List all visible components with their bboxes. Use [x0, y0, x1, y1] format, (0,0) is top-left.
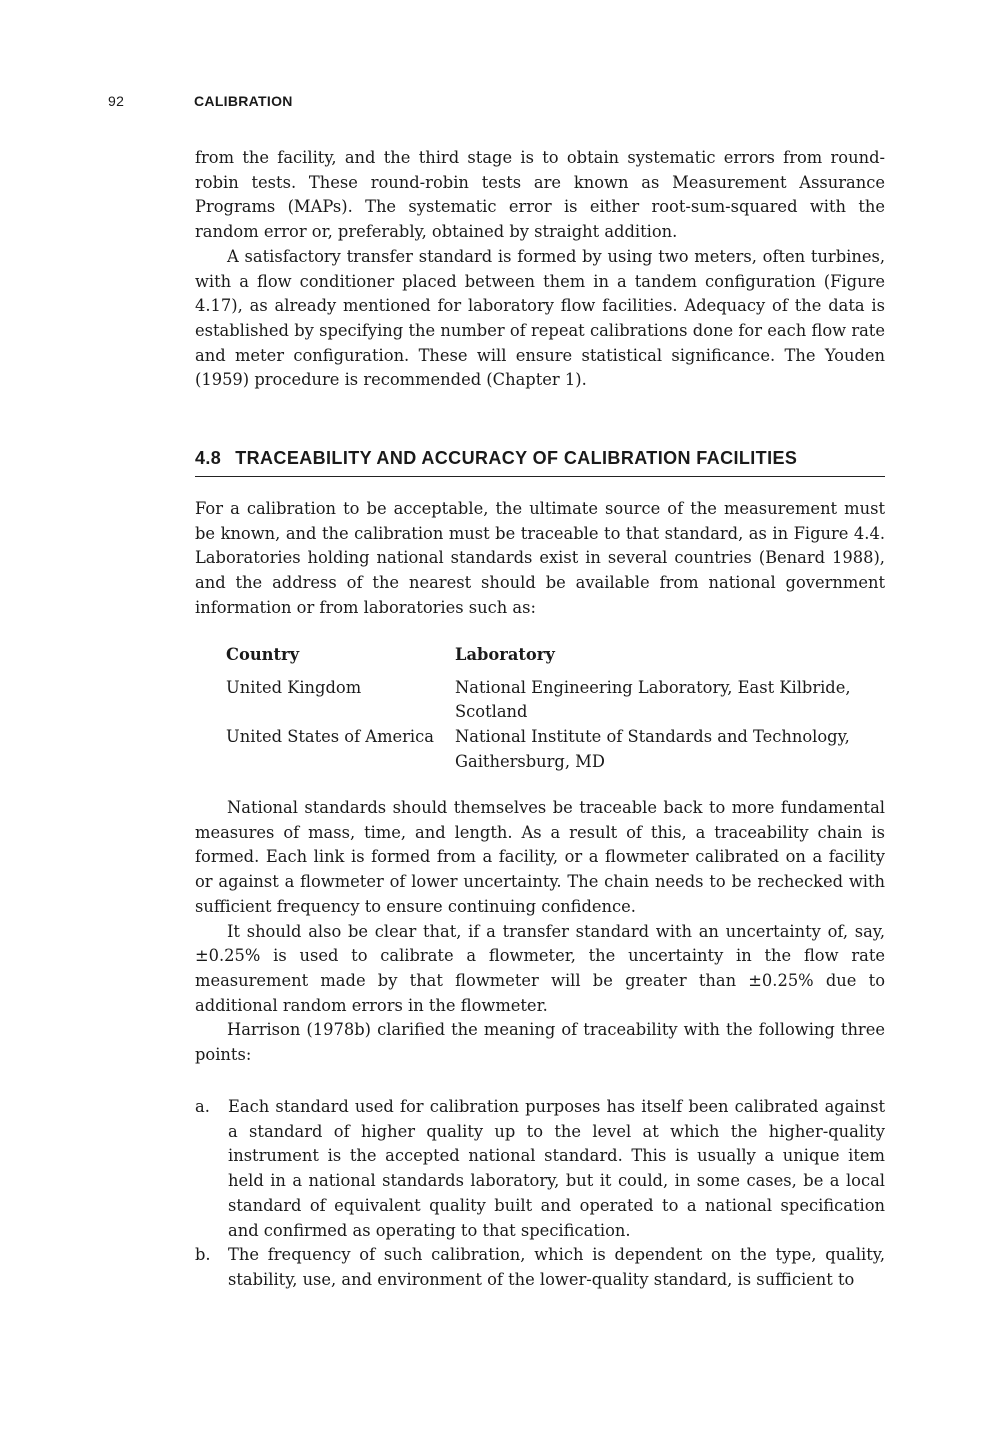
section-number: 4.8: [195, 448, 222, 468]
table-row: [226, 725, 875, 774]
list-item: [195, 1243, 885, 1292]
text-block-traceability: [195, 796, 885, 1068]
text-block-intro: [195, 146, 885, 393]
section-heading: [195, 448, 885, 477]
list-marker: a.: [195, 1097, 210, 1116]
text-block-section: [195, 497, 885, 621]
laboratory-line: National Institute of Standards and Technology,: [455, 727, 850, 747]
column-header-laboratory: Laboratory: [455, 645, 555, 664]
section-title: TRACEABILITY AND ACCURACY OF CALIBRATION FACILITIES: [235, 448, 798, 468]
traceability-points-list: [195, 1095, 885, 1293]
country-cell: United Kingdom: [226, 677, 362, 697]
running-header: [108, 93, 293, 109]
table-header-row: [226, 643, 875, 676]
laboratory-cell: [455, 725, 875, 774]
laboratory-line: Scotland: [455, 702, 528, 722]
list-item: [195, 1095, 885, 1243]
list-marker: b.: [195, 1245, 211, 1265]
list-item-text: Each standard used for calibration purposes has itself been calibrated against a standard of higher quality up to the level at which the higher-quality instrument is the accepted national standard. This is usually a unique item held in a national standards laboratory, but it could, in some cases, be a local standard of equivalent quality built and operated to a national specification and confirmed as operating to that specification.: [228, 1097, 885, 1240]
table-row: [226, 676, 875, 725]
paragraph: Harrison (1978b) clarified the meaning of traceability with the following three points:: [195, 1020, 885, 1065]
page-number: 92: [108, 93, 125, 109]
paragraph: National standards should themselves be traceable back to more fundamental measures of mass, time, and length. As a result of this, a traceability chain is formed. Each link is formed from a facility, or a flowmeter calibrated on a facility or against a flowmeter of lower uncertainty. The chain needs to be rechecked with sufficient frequency to ensure continuing confidence.: [195, 798, 885, 916]
paragraph: It should also be clear that, if a transfer standard with an uncertainty of, say, ±0.25% is used to calibrate a flowmeter, the uncertainty in the flow rate measurement made by that flowmeter will be greater than ±0.25% due to additional random errors in the flowmeter.: [195, 921, 885, 1015]
paragraph: from the facility, and the third stage is to obtain systematic errors from round-robin tests. These round-robin tests are known as Measurement Assurance Programs (MAPs). The systematic error is either root-sum-squared with the random error or, preferably, obtained by straight addition.: [195, 148, 885, 242]
paragraph: For a calibration to be acceptable, the ultimate source of the measurement must be known, and the calibration must be traceable to that standard, as in Figure 4.4. Laboratories holding national standards exist in several countries (Benard 1988), and the address of the nearest should be available from national government information or from laboratories such as:: [195, 499, 885, 617]
country-cell: United States of America: [226, 727, 434, 747]
running-title: CALIBRATION: [194, 93, 293, 109]
laboratory-line: National Engineering Laboratory, East Kilbride,: [455, 677, 851, 697]
laboratory-table: [226, 643, 875, 775]
laboratory-line: Gaithersburg, MD: [455, 751, 605, 771]
paragraph: A satisfactory transfer standard is formed by using two meters, often turbines, with a flow conditioner placed between them in a tandem configuration (Figure 4.17), as already mentioned for laboratory flow facilities. Adequacy of the data is established by specifying the number of repeat calibrations done for each flow rate and meter configuration. These will ensure statistical significance. The Youden (1959) procedure is recommended (Chapter 1).: [195, 246, 885, 390]
laboratory-cell: [455, 676, 875, 725]
column-header-country: Country: [226, 645, 300, 664]
list-item-text: The frequency of such calibration, which is dependent on the type, quality, stability, use, and environment of the lower-quality standard, is sufficient to: [228, 1245, 885, 1289]
